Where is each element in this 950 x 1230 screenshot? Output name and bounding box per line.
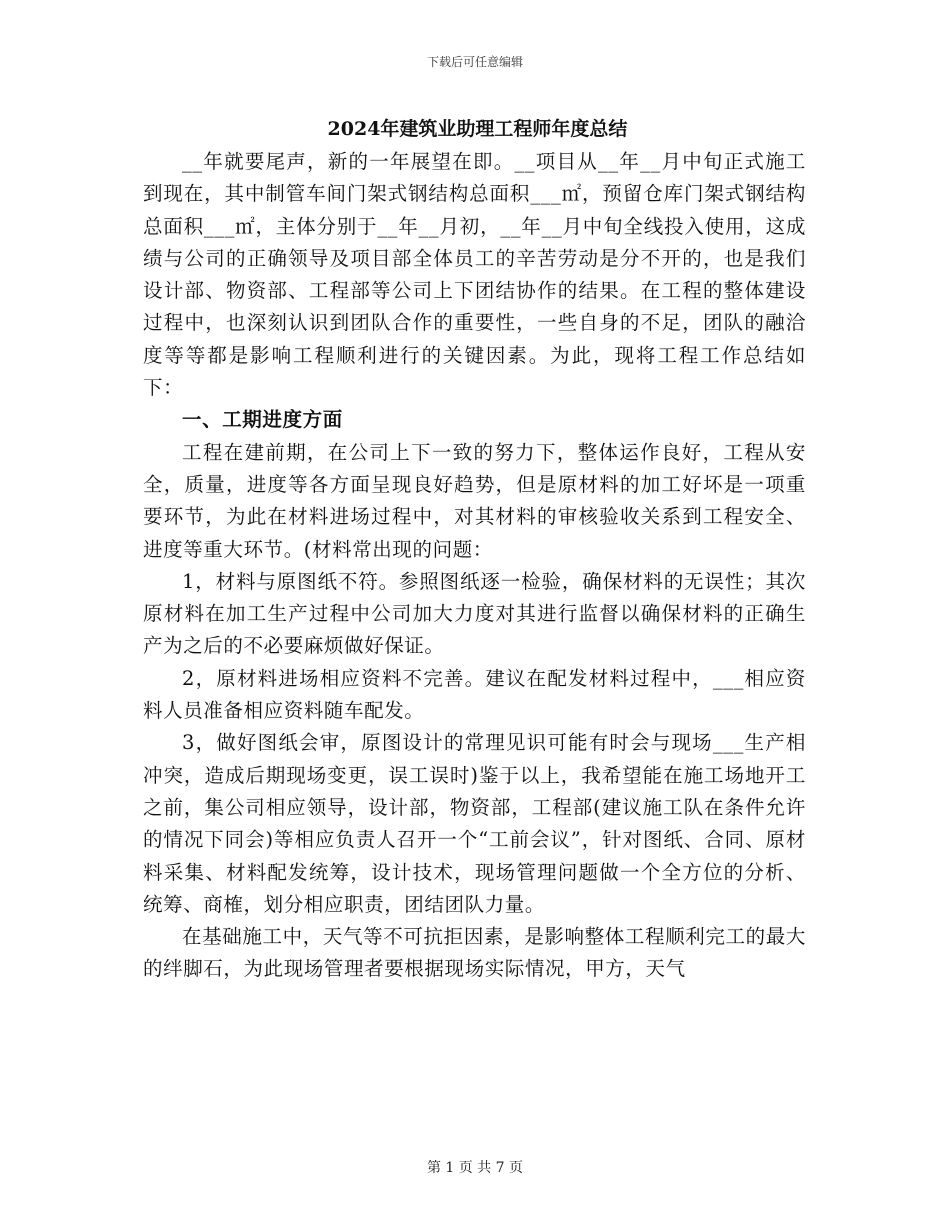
page-footer: 第 1 页 共 7 页 (426, 1160, 524, 1176)
section-paragraph: 工程在建前期，在公司上下一致的努力下，整体运作良好，工程从安全，质量，进度等各方面呈现良好趋势，但是原材料的加工好坏是一项重要环节，为此在材料进场过程中，对其材料的审核验收关系到工程安全、进度等重大环节。(材料常出现的问题： (143, 440, 806, 561)
section-heading-schedule: 一、工期进度方面 (182, 408, 343, 432)
section-paragraph-foundation: 在基础施工中，天气等不可抗拒因素，是影响整体工程顺利完工的最大的绊脚石，为此现场管理者要根据现场实际情况，甲方，天气 (143, 925, 806, 981)
list-item-2: 2，原材料进场相应资料不完善。建议在配发材料过程中，___相应资料人员准备相应资料随车配发。 (143, 666, 806, 723)
document-title: 2024年建筑业助理工程师年度总结 (327, 118, 628, 140)
list-item-3: 3，做好图纸会审，原图设计的常理见识可能有时会与现场___生产相冲突，造成后期现场变更，误工误时)鉴于以上，我希望能在施工场地开工之前，集公司相应领导，设计部，物资部，工程部(建议施工队在条件允许的情况下同会)等相应负责人召开一个“工前会议”，针对图纸、合同、原材料采集、材料配发统筹，设计技术，现场管理问题做一个全方位的分析、统筹、商榷，划分相应职责，团结团队力量。 (143, 731, 806, 916)
document-body (143, 112, 806, 986)
list-item-1: 1，材料与原图纸不符。参照图纸逐一检验，确保材料的无误性；其次原材料在加工生产过程中公司加大力度对其进行监督以确保材料的正确生产为之后的不必要麻烦做好保证。 (143, 569, 806, 658)
page-header: 下载后可任意编辑 (426, 55, 523, 69)
intro-paragraph: __年就要尾声，新的一年展望在即。__项目从__年__月中旬正式施工到现在，其中制管车间门架式钢结构总面积___㎡，预留仓库门架式钢结构总面积___㎡，主体分别于__年__月初，__年__月中旬全线投入使用，这成绩与公司的正确领导及项目部全体员工的辛苦劳动是分不开的，也是我们设计部、物资部、工程部等公司上下团结协作的结果。在工程的整体建设过程中，也深刻认识到团队合作的重要性，一些自身的不足，团队的融洽度等等都是影响工程顺利进行的关键因素。为此，现将工程工作总结如下： (143, 150, 806, 400)
